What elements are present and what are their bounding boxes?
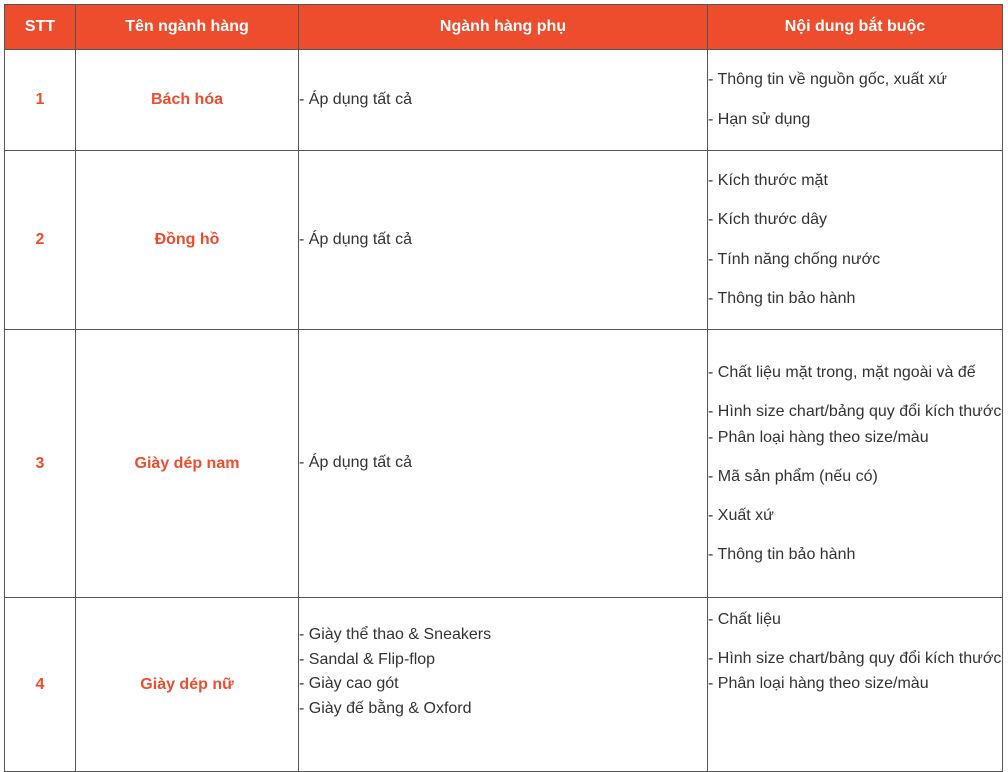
required-item: - Xuất xứ	[708, 506, 774, 524]
table-row	[5, 151, 1003, 330]
header-row	[5, 5, 1003, 50]
required-item: - Hình size chart/bảng quy đổi kích thước	[708, 650, 1002, 667]
row-stt: 2	[5, 151, 76, 330]
required-item: - Kích thước mặt	[708, 171, 828, 189]
subcategory-item: - Áp dụng tất cả	[299, 454, 412, 472]
subcategory-item: - Áp dụng tất cả	[299, 90, 412, 108]
required-item: - Mã sản phẩm (nếu có)	[708, 467, 878, 485]
table-row	[5, 330, 1003, 598]
header-stt: STT	[5, 5, 76, 50]
row-category-name: Bách hóa	[76, 50, 299, 151]
required-item: - Tính năng chống nước	[708, 250, 881, 268]
row-required	[708, 330, 1003, 598]
required-item: - Chất liệu mặt trong, mặt ngoài và đế	[708, 363, 976, 381]
required-item: - Thông tin bảo hành	[708, 290, 856, 308]
row-stt: 4	[5, 598, 76, 772]
required-item: - Hạn sử dụng	[708, 111, 811, 128]
row-subcategory	[299, 330, 708, 598]
row-required	[708, 151, 1003, 330]
required-item: - Kích thước dây	[708, 211, 828, 229]
table-row	[5, 598, 1003, 772]
row-stt: 1	[5, 50, 76, 151]
subcategory-item: - Sandal & Flip-flop	[299, 650, 436, 668]
row-category-name: Giày dép nam	[76, 330, 299, 598]
row-required	[708, 50, 1003, 151]
row-subcategory	[299, 151, 708, 330]
header-category: Tên ngành hàng	[76, 5, 299, 50]
required-item: - Hình size chart/bảng quy đổi kích thước	[708, 402, 1002, 420]
subcategory-item: - Giày thể thao & Sneakers	[299, 626, 492, 643]
required-item: - Thông tin về nguồn gốc, xuất xứ	[708, 71, 948, 88]
row-subcategory	[299, 598, 708, 772]
subcategory-item: - Giày cao gót	[299, 675, 399, 692]
required-item: - Phân loại hàng theo size/màu	[708, 428, 929, 446]
required-item: - Phân loại hàng theo size/màu	[708, 675, 929, 692]
header-required: Nội dung bắt buộc	[708, 5, 1003, 50]
required-item: - Chất liệu	[708, 611, 781, 628]
row-category-name: Đồng hồ	[76, 151, 299, 330]
required-item: - Thông tin bảo hành	[708, 545, 856, 563]
table-row	[5, 50, 1003, 151]
subcategory-item: - Áp dụng tất cả	[299, 230, 412, 248]
category-requirements-table	[4, 4, 1003, 772]
header-subcategory: Ngành hàng phụ	[299, 5, 708, 50]
row-stt: 3	[5, 330, 76, 598]
row-required	[708, 598, 1003, 772]
row-subcategory	[299, 50, 708, 151]
row-category-name: Giày dép nữ	[76, 598, 299, 772]
subcategory-item: - Giày đế bằng & Oxford	[299, 699, 472, 717]
